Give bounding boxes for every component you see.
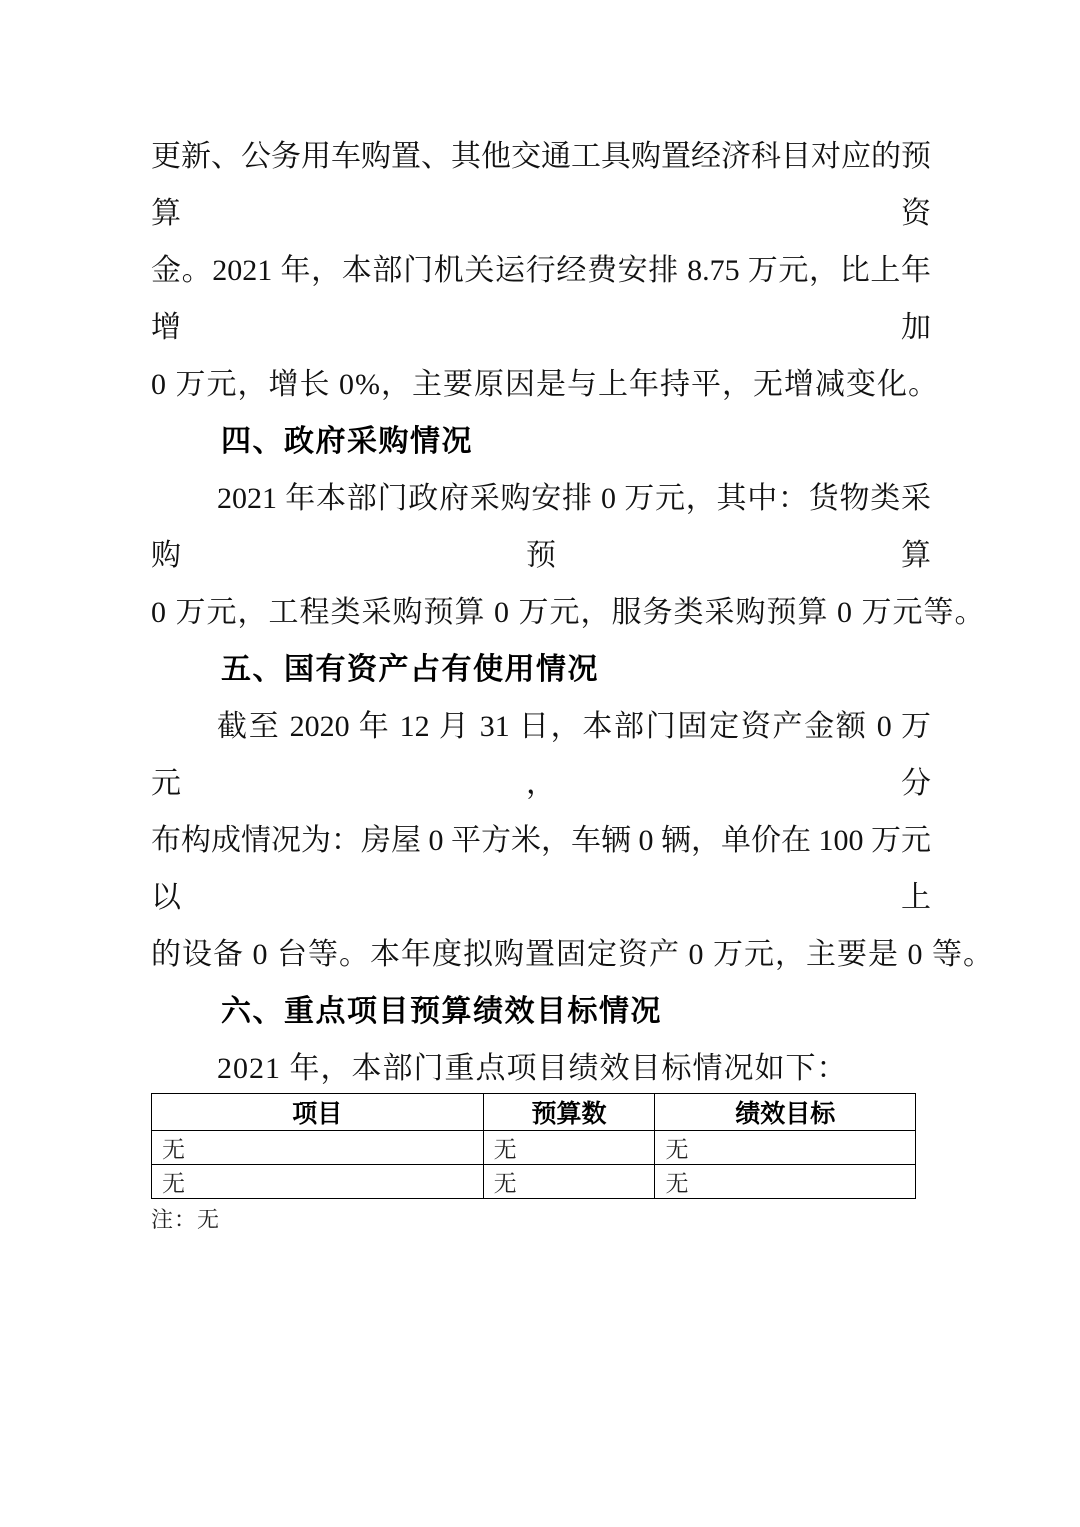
table-row: [152, 1131, 916, 1165]
heading-section-6: 六、重点项目预算绩效目标情况: [221, 995, 662, 1028]
table-cell-project: 无: [152, 1131, 484, 1165]
para2-line1: 2021 年本部门政府采购安排 0 万元，其中：货物类采购预算: [151, 482, 931, 572]
heading-section-4: 四、政府采购情况: [221, 425, 473, 458]
para2-line2: 0 万元，工程类采购预算 0 万元，服务类采购预算 0 万元等。: [151, 596, 986, 629]
performance-goals-table: [151, 1093, 916, 1199]
col-header-project: 项目: [152, 1094, 484, 1131]
heading-section-5: 五、国有资产占有使用情况: [221, 653, 599, 686]
para1-line2: 金。2021 年，本部门机关运行经费安排 8.75 万元，比上年增加: [151, 254, 931, 344]
para4-line1: 2021 年，本部门重点项目绩效目标情况如下：: [217, 1052, 848, 1085]
para1-line3: 0 万元，增长 0%，主要原因是与上年持平，无增减变化。: [151, 368, 939, 401]
table-cell-budget: 无: [483, 1131, 655, 1165]
table-cell-budget: 无: [483, 1165, 655, 1199]
table-cell-target: 无: [655, 1131, 916, 1165]
table-note: 注：无: [151, 1207, 221, 1232]
table-cell-project: 无: [152, 1165, 484, 1199]
table-cell-target: 无: [655, 1165, 916, 1199]
para3-line2: 布构成情况为：房屋 0 平方米，车辆 0 辆，单价在 100 万元以上: [151, 824, 931, 914]
document-content: [151, 128, 994, 1233]
table-row: [152, 1165, 916, 1199]
para1-line1: 更新、公务用车购置、其他交通工具购置经济科目对应的预算资: [151, 140, 931, 230]
para3-line1: 截至 2020 年 12 月 31 日，本部门固定资产金额 0 万元，分: [151, 710, 931, 800]
table-header-row: [152, 1094, 916, 1131]
col-header-budget: 预算数: [483, 1094, 655, 1131]
col-header-target: 绩效目标: [655, 1094, 916, 1131]
para3-line3: 的设备 0 台等。本年度拟购置固定资产 0 万元，主要是 0 等。: [151, 938, 994, 971]
